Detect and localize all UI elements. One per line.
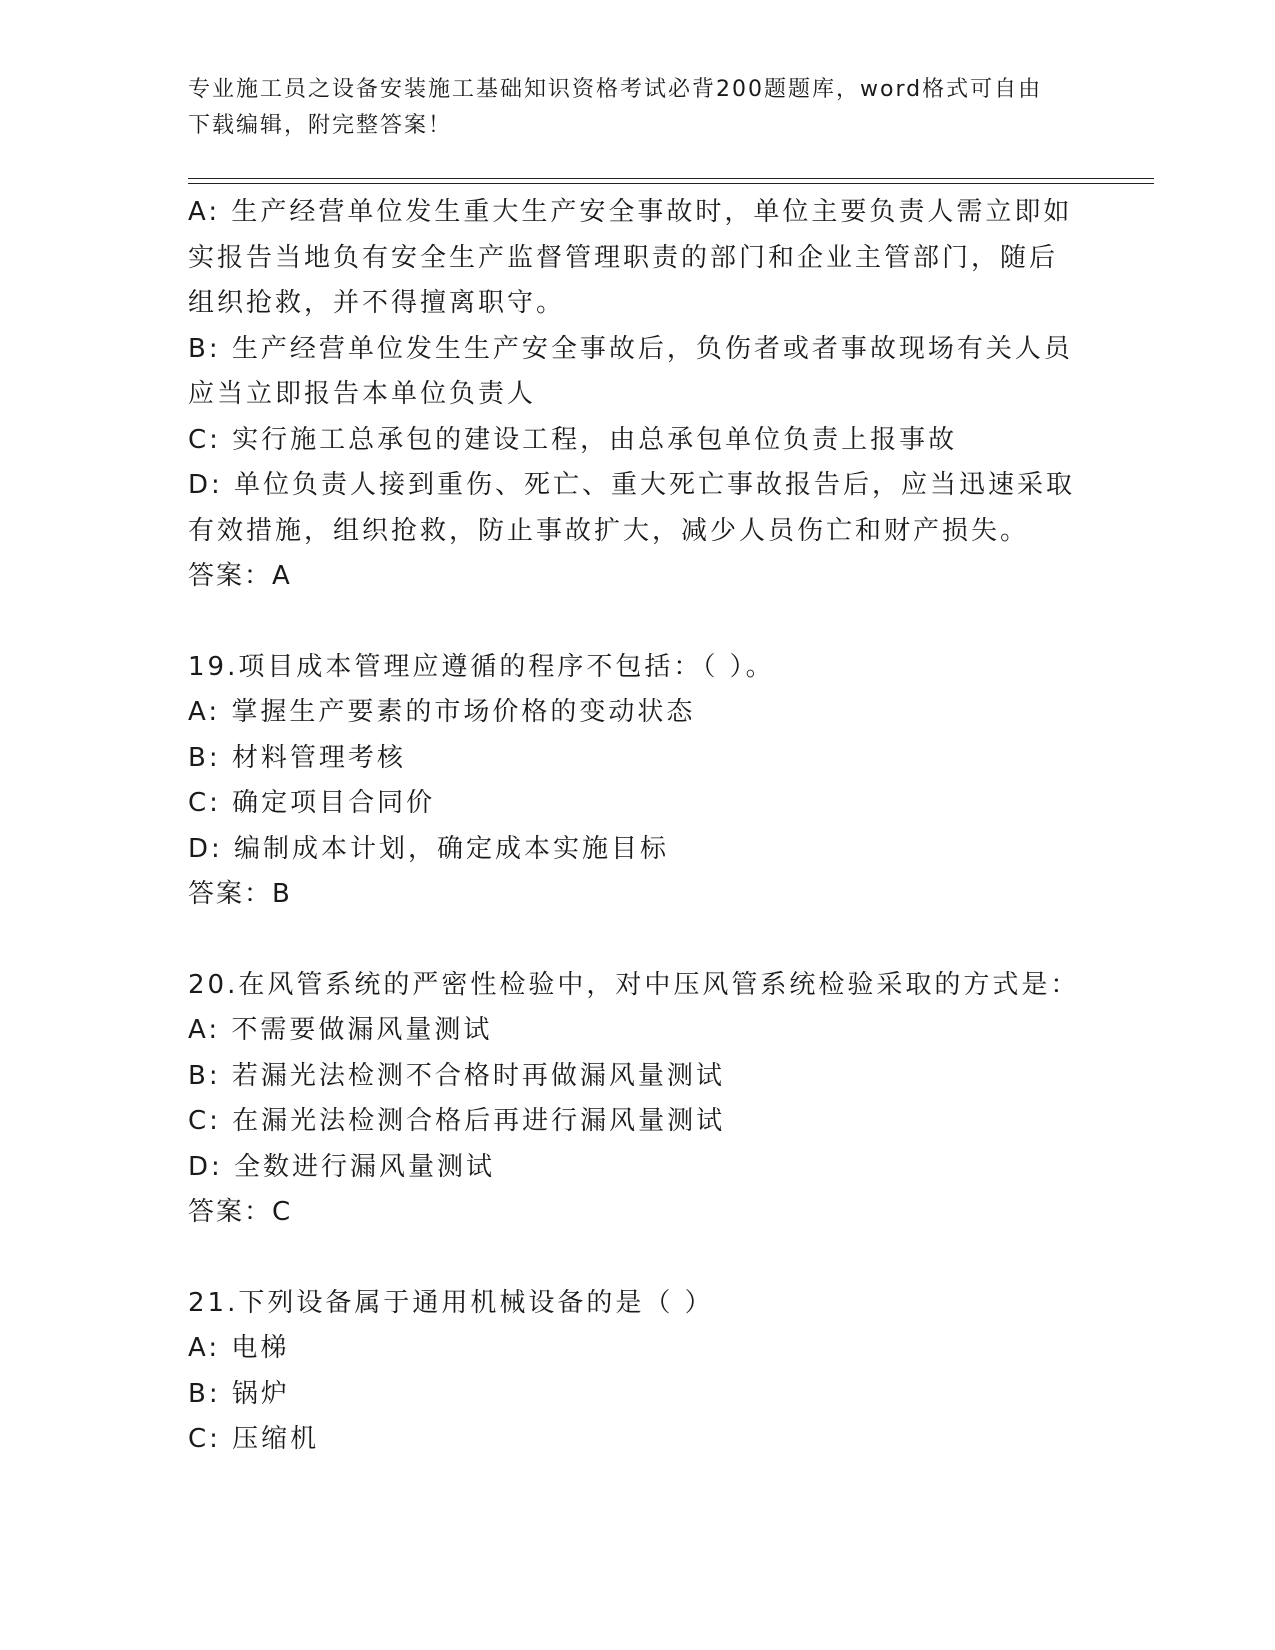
header-line-2: 下载编辑，附完整答案！ [188,113,453,138]
q20-question: 20.在风管系统的严密性检验中，对中压风管系统检验采取的方式是： [188,969,1080,1000]
q20-option-a: A: 不需要做漏风量测试 [188,1015,493,1045]
header-divider-top [188,178,1154,179]
q19-answer: 答案：B [188,879,292,909]
document-header [188,72,1078,144]
spacer [188,600,1088,645]
q18-option-a-line-3: 组织抢救，并不得擅离职守。 [188,288,566,318]
q19-option-b: B: 材料管理考核 [188,742,406,773]
header-divider-bottom [188,183,1154,184]
q18-answer: 答案：A [188,561,292,591]
q18-option-d-line-2: 有效措施，组织抢救，防止事故扩大，减少人员伤亡和财产损失。 [188,515,1030,546]
q18-option-a-line-1: A: 生产经营单位发生重大生产安全事故时，单位主要负责人需立即如 [188,197,1073,227]
q20-option-c: C: 在漏光法检测合格后再进行漏风量测试 [188,1106,726,1136]
q21-option-c: C: 压缩机 [188,1424,320,1454]
q19-option-c: C: 确定项目合同价 [188,788,436,818]
q18-option-c: C: 实行施工总承包的建设工程，由总承包单位负责上报事故 [188,424,958,455]
header-line-1: 专业施工员之设备安装施工基础知识资格考试必背200题题库，word格式可自由 [188,77,1043,102]
question-21-block [188,1281,1088,1463]
q21-option-b: B: 锅炉 [188,1378,290,1409]
spacer [188,918,1088,963]
question-20-block [188,963,1088,1236]
question-18-block [188,190,1088,600]
q19-question: 19.项目成本管理应遵循的程序不包括：（ ）。 [188,651,775,682]
q18-option-b-line-2: 应当立即报告本单位负责人 [188,379,537,409]
q19-option-a: A: 掌握生产要素的市场价格的变动状态 [188,697,696,727]
q18-option-b-line-1: B: 生产经营单位发生生产安全事故后，负伤者或者事故现场有关人员 [188,333,1073,364]
q20-option-b: B: 若漏光法检测不合格时再做漏风量测试 [188,1060,725,1091]
q21-option-a: A: 电梯 [188,1333,290,1363]
q20-option-d: D: 全数进行漏风量测试 [188,1151,496,1182]
q20-answer: 答案：C [188,1197,293,1227]
question-19-block [188,645,1088,918]
q18-option-d-line-1: D: 单位负责人接到重伤、死亡、重大死亡事故报告后，应当迅速采取 [188,470,1076,500]
spacer [188,1236,1088,1281]
q19-option-d: D: 编制成本计划，确定成本实施目标 [188,833,670,864]
q21-question: 21.下列设备属于通用机械设备的是（ ） [188,1287,714,1318]
q18-option-a-line-2: 实报告当地负有安全生产监督管理职责的部门和企业主管部门，随后 [188,242,1059,273]
question-content [188,190,1088,1463]
